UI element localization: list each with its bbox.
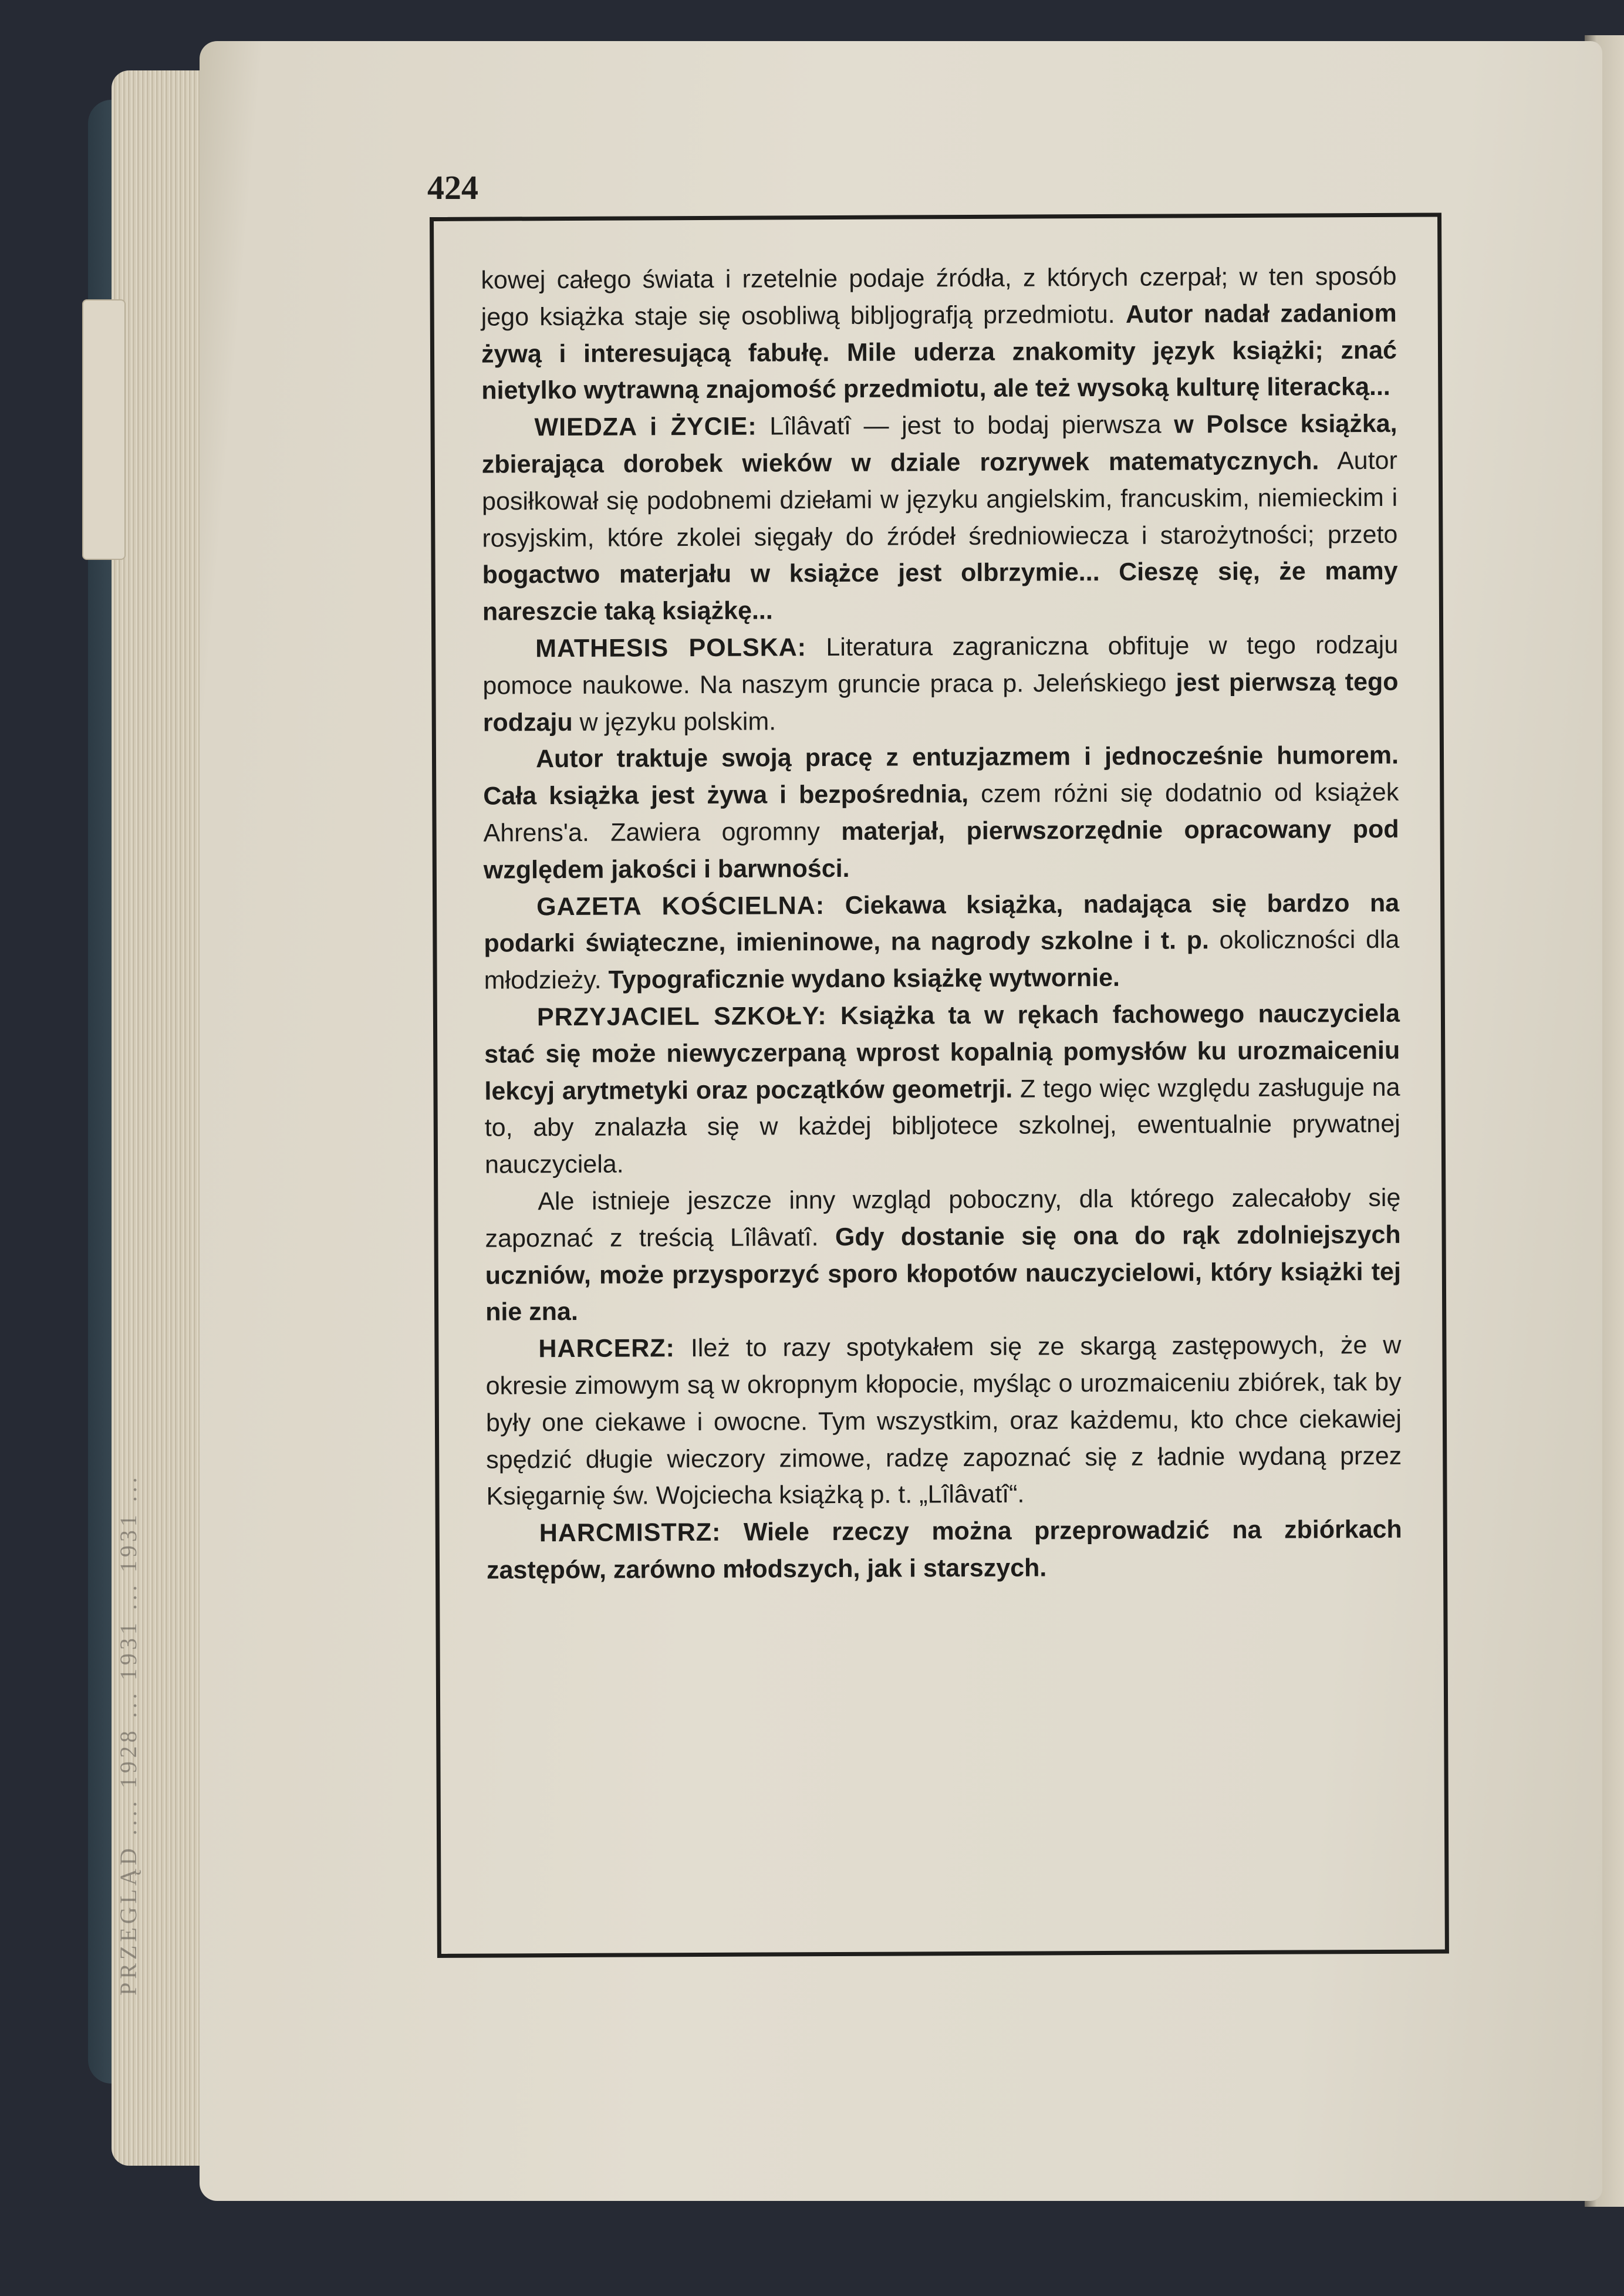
review-bold-text: w Polsce książka, zbierająca dorobek wieków w dziale rozrywek matematycznych.	[481, 409, 1397, 479]
review-bold-text: Książka ta w rękach fachowego nauczyciela stać się może niewyczerpaną wprost kopalnią pomysłów ku urozmaiceniu lekcyj arytmetyki oraz początków geometrji.	[484, 999, 1400, 1106]
review-paragraph	[482, 627, 1399, 741]
review-bold-text: Typograficznie wydano książkę wytwornie.	[608, 964, 1120, 994]
review-source: MATHESIS POLSKA:	[535, 633, 807, 663]
review-text: Literatura zagraniczna obfituje w tego rodzaju pomoce naukowe. Na naszym gruncie praca p. Jeleńskiego	[482, 630, 1399, 700]
review-bold-text: Wiele rzeczy można przeprowadzić na zbiórkach zastępów, zarówno młodszych, jak i starszych.	[486, 1515, 1402, 1585]
review-text: czem różni się dodatnio od książek Ahrens'a. Zawiera ogromny	[483, 778, 1399, 848]
review-text: Z tego więc względu zasługuje na to, aby znalazła się w każdej bibljotece szkolnej, ewentualnie prywatnej nauczyciela.	[484, 1073, 1400, 1179]
review-paragraph	[483, 737, 1399, 889]
review-box	[430, 212, 1449, 1957]
review-paragraph	[487, 1511, 1403, 1589]
review-source: PRZYJACIEL SZKOŁY:	[536, 1001, 827, 1032]
review-paragraph	[481, 258, 1397, 410]
spine-label: PRZEGLĄD .... 1928 ... 1931 ... 1931 ...	[115, 1474, 141, 1996]
review-paragraph	[484, 995, 1400, 1184]
review-text: Ileż to razy spotykałem się ze skargą zastępowych, że w okresie zimowym są w okropnym kłopocie, myśląc o urozmaiceniu zbiórek, tak by były one ciekawe i owocne. Tym wszystkim, oraz każdemu, kto chce ciekawiej spędzić długie wieczory zimowe, radzę zapoznać się z ładnie wydaną przez Księgarnię św. Wojciecha książką p. t. „Lîlâvatî“.	[485, 1331, 1402, 1511]
review-source: HARCMISTRZ:	[539, 1518, 721, 1548]
review-paragraph	[484, 884, 1400, 999]
review-text: kowej całego świata i rzetelnie podaje źródła, z których czerpał; w ten sposób jego książka staje się osobliwą bibljografją przedmiotu.	[481, 262, 1397, 332]
review-bold-text: materjał, pierwszorzędnie opracowany pod względem jakości i barwności.	[483, 815, 1399, 884]
review-source: WIEDZA i ŻYCIE:	[534, 412, 757, 442]
review-text: okoliczności dla młodzieży.	[484, 926, 1400, 995]
review-paragraph	[485, 1327, 1402, 1515]
review-text: w języku polskim.	[579, 707, 776, 737]
review-text: Autor posiłkował się podobnemi dziełami w języku angielskim, francuskim, niemieckim i rosyjskim, które zkolei sięgały do źródeł średniowiecza i starożytności; przeto	[482, 446, 1398, 553]
review-text: Ale istnieje jeszcze inny wzgląd poboczny, dla którego zalecałoby się zapoznać z treścią Lîlâvatî.	[485, 1183, 1401, 1253]
review-source: HARCERZ:	[538, 1334, 676, 1363]
review-bold-text: bogactwo materjału w książce jest olbrzymie... Cieszę się, że mamy nareszcie taką książkę...	[482, 557, 1398, 626]
review-text: Lîlâvatî — jest to bodaj pierwsza	[769, 410, 1162, 441]
bookmark-tab	[82, 299, 126, 560]
review-paragraph	[485, 1180, 1401, 1331]
review-bold-text: jest pierwszą tego rodzaju	[482, 667, 1399, 737]
page-number: 424	[427, 168, 478, 207]
review-text-block	[481, 258, 1402, 1589]
review-source: GAZETA KOŚCIELNA:	[536, 891, 825, 921]
review-bold-text: Gdy dostanie się ona do rąk zdolniejszych uczniów, może przysporzyć sporo kłopotów nauczycielowi, który książki tej nie zna.	[485, 1220, 1401, 1326]
review-bold-text: Autor traktuje swoją pracę z entuzjazmem i jednocześnie humorem. Cała książka jest żywa i bezpośrednia,	[483, 741, 1399, 811]
review-bold-text: Ciekawa książka, nadająca się bardzo na podarki świąteczne, imieninowe, na nagrody szkolne i t. p.	[484, 889, 1400, 958]
review-paragraph	[481, 406, 1398, 631]
review-bold-text: Autor nadał zadaniom żywą i interesującą fabułę. Mile uderza znakomity język książki; znać nietylko wytrawną znajomość przedmiotu, ale też wysoką kulturę literacką...	[481, 299, 1397, 406]
